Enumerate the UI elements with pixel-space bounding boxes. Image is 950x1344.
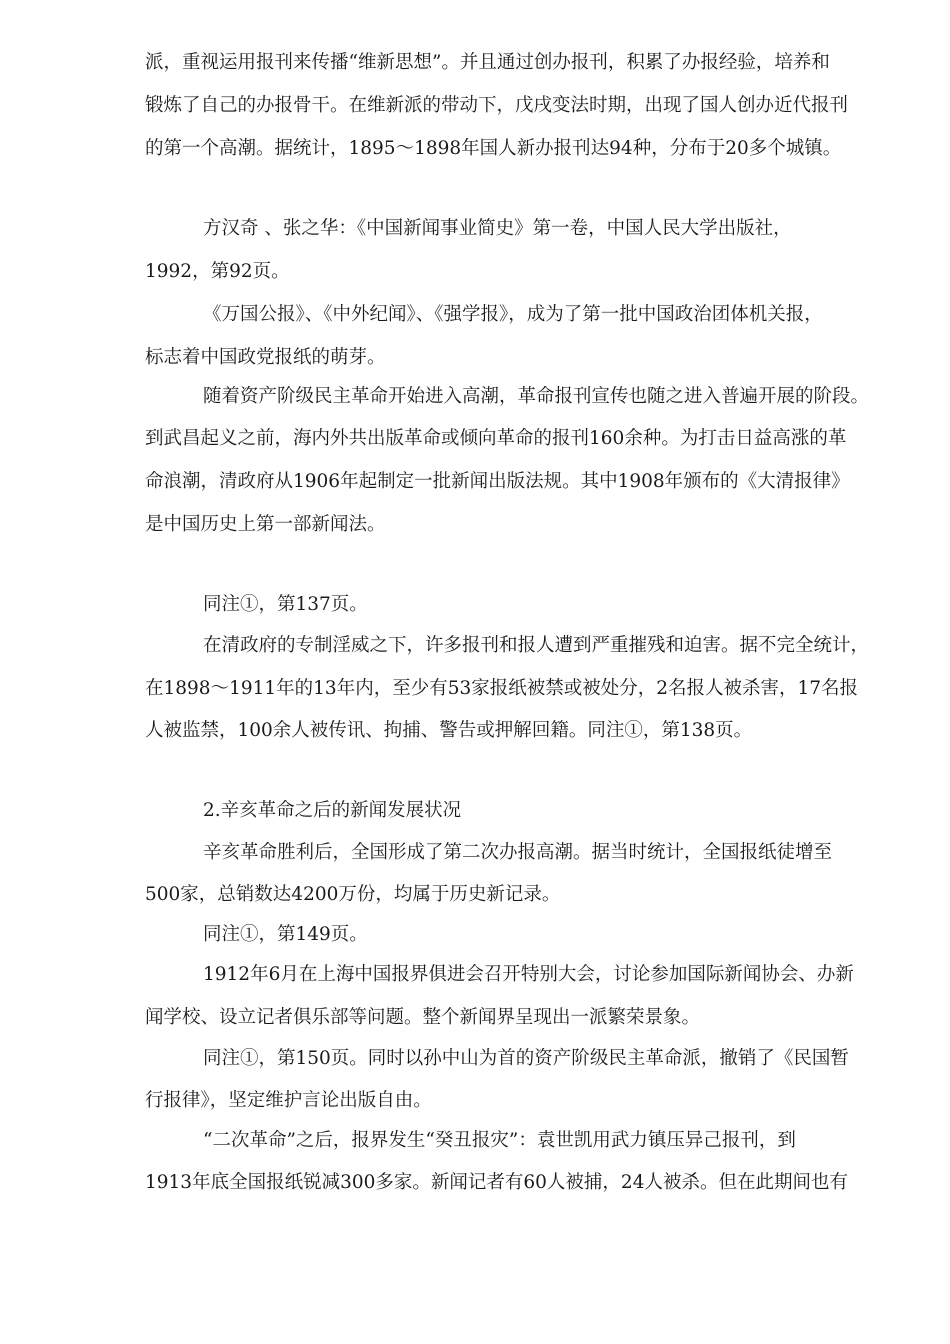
text-line: 《万国公报》、《中外纪闻》、《强学报》，成为了第一批中国政治团体机关报， [203, 304, 823, 325]
text-line: 500家，总销数达4200万份，均属于历史新记录。 [145, 884, 561, 905]
text-line: 锻炼了自己的办报骨干。在维新派的带动下，戊戌变法时期，出现了国人创办近代报刊 [145, 95, 849, 116]
text-line: 辛亥革命胜利后，全国形成了第二次办报高潮。据当时统计，全国报纸徒增至 [203, 842, 833, 863]
text-line: 在1898～1911年的13年内，至少有53家报纸被禁或被处分，2名报人被杀害，17名报 [145, 678, 859, 699]
text-line: 1913年底全国报纸锐减300多家。新闻记者有60人被捕，24人被杀。但在此期间也有 [145, 1172, 848, 1193]
text-line: 标志着中国政党报纸的萌芽。 [145, 347, 386, 368]
text-line: 在清政府的专制淫威之下，许多报刊和报人遭到严重摧残和迫害。据不完全统计， [203, 635, 870, 656]
text-line: 命浪潮，清政府从1906年起制定一批新闻出版法规。其中1908年颁布的《大清报律》 [145, 471, 850, 492]
text-line: 到武昌起义之前，海内外共出版革命或倾向革命的报刊160余种。为打击日益高涨的革 [145, 428, 847, 449]
footnote-line: 方汉奇 、张之华：《中国新闻事业简史》第一卷，中国人民大学出版社， [203, 218, 792, 239]
text-line: 闻学校、设立记者俱乐部等问题。整个新闻界呈现出一派繁荣景象。 [145, 1007, 701, 1028]
text-line: 1912年6月在上海中国报界俱进会召开特别大会，讨论参加国际新闻协会、办新 [203, 964, 854, 985]
text-line: 人被监禁，100余人被传讯、拘捕、警告或押解回籍。同注①，第138页。 [145, 720, 753, 741]
text-line: 派，重视运用报刊来传播“维新思想”。并且通过创办报刊，积累了办报经验，培养和 [145, 52, 830, 73]
footnote-line: 1992，第92页。 [145, 261, 290, 282]
section-heading: 2.辛亥革命之后的新闻发展状况 [203, 800, 462, 821]
text-line: “二次革命”之后，报界发生“癸丑报灾”：袁世凯用武力镇压异己报刊，到 [203, 1130, 796, 1151]
text-line: 同注①，第150页。同时以孙中山为首的资产阶级民主革命派，撤销了《民国暂 [203, 1048, 849, 1069]
footnote-line: 同注①，第137页。 [203, 594, 368, 615]
text-line: 的第一个高潮。据统计，1895～1898年国人新办报刊达94种，分布于20多个城镇。 [145, 138, 842, 159]
text-line: 是中国历史上第一部新闻法。 [145, 514, 386, 535]
text-line: 行报律》，坚定维护言论出版自由。 [145, 1090, 432, 1111]
text-line: 随着资产阶级民主革命开始进入高潮，革命报刊宣传也随之进入普遍开展的阶段。 [203, 386, 870, 407]
footnote-line: 同注①，第149页。 [203, 924, 368, 945]
